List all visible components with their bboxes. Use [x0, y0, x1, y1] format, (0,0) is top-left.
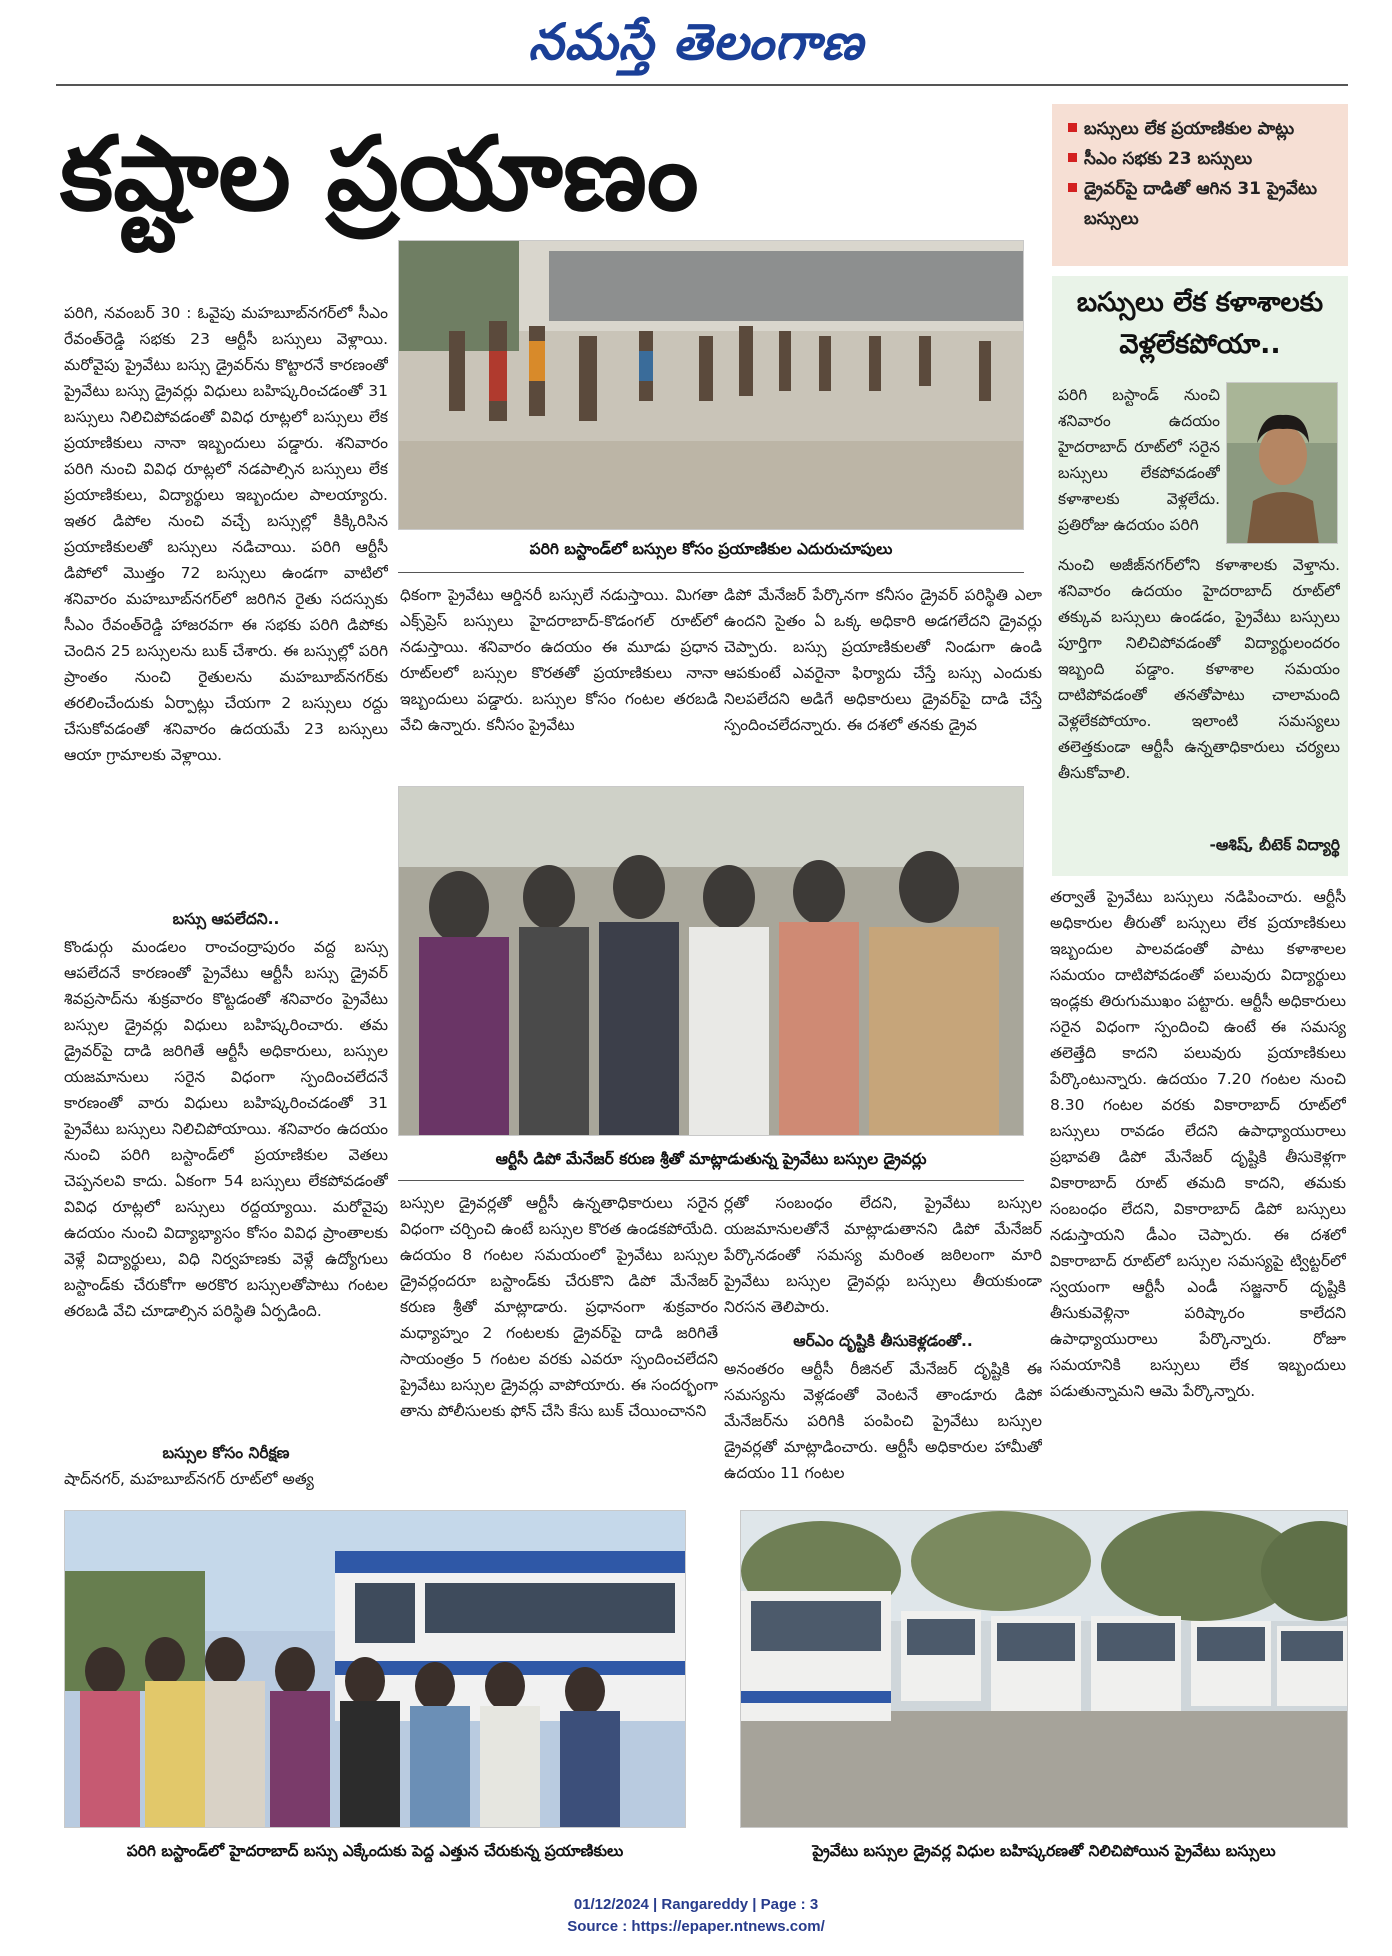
article-col1-part1 — [64, 300, 388, 902]
sidebar-text-top — [1058, 382, 1220, 552]
photo-parked-buses-image — [741, 1511, 1348, 1828]
sidebar-text-bottom — [1058, 552, 1340, 838]
article-text: అనంతరం ఆర్టీసీ రీజినల్ మేనేజర్ దృష్టికి ఈ సమస్యను వెళ్లడంతో వెంటనే తాండూరు డిపో మేనేజర్‌ను పరిగికి పంపించి ప్రైవేటు బస్సుల డ్రైవర్లతో మాట్లాడించారు. ఆర్టీసీ అధికారుల హామీతో ఉదయం 11 గంటల — [724, 1360, 1042, 1482]
photo-parked-buses — [740, 1510, 1348, 1828]
photo-depot-meeting-image — [399, 787, 1024, 1136]
article-text: కొండుర్గు మండలం రాంచంద్రాపురం వద్ద బస్సు ఆపలేదనే కారణంతో ప్రైవేటు ఆర్టీసీ బస్సు డ్రైవర్ శివప్రసాద్‌ను శుక్రవారం కొట్టడంతో శనివారం ప్రైవేటు బస్సుల డ్రైవర్లు విధులు బహిష్కరించారు. తమ డ్రైవర్‌పై దాడి జరిగితే ఆర్టీసీ అధికారులు, బస్సుల యజమానులు సరైన విధంగా స్పందించలేదనే కారణంతో వారు విధులు బహిష్కరించడంతో 31 ప్రైవేటు బస్సులు నిలిచిపోయాయి. శనివారం ఉదయం నుంచి పరిగి బస్టాండ్‌లో ప్రయాణికుల వెతలు చెప్పనలవి కాదు. ఏకంగా 54 బస్సులు లేకపోవడంతో వివిధ రూట్లలో బస్సులు రద్దయ్యాయి. మరోవైపు ఉదయం నుంచి విద్యాభ్యాసం కోసం వివిధ ప్రాంతాలకు వెళ్లే విద్యార్థులు, విధి నిర్వహణకు వెళ్లే ఉద్యోగులు బస్టాండ్‌కు చేరుకోగా అరకొర బస్సులతోపాటు గంటల తరబడి వేచి చూడాల్సిన పరిస్థితి ఏర్పడింది. — [64, 938, 388, 1320]
article-text: షాద్‌నగర్, మహబూబ్‌నగర్ రూట్‌లో అత్య — [64, 1470, 314, 1488]
article-col4 — [1050, 884, 1346, 1494]
article-col3-part1 — [724, 582, 1042, 766]
article-text: బస్సుల డ్రైవర్లతో ఆర్టీసీ ఉన్నతాధికారులు సరైన విధంగా చర్చించి ఉంటే బస్సుల కొరత ఉండకపోయేది. ఉదయం 8 గంటల సమయంలో ప్రైవేటు బస్సుల డ్రైవర్లందరూ బస్టాండ్‌కు చేరుకొని డిపో మేనేజర్ కరుణ శ్రీతో మాట్లాడారు. ప్రధానంగా శుక్రవారం మధ్యాహ్నం 2 గంటలకు డ్రైవర్‌పై దాడి జరిగితే సాయంత్రం 5 గంటల వరకు ఎవరూ స్పందించలేదని ప్రైవేటు బస్సుల డ్రైవర్లు వాపోయారు. ఈ సందర్భంగా తాను పోలీసులకు ఫోన్ చేసి కేసు బుక్ చేయించానని — [400, 1194, 718, 1420]
article-text: డిపో మేనేజర్ పేర్కొనగా కనీసం డ్రైవర్ పరిస్థితి ఎలా ఉందని సైతం ఏ ఒక్క అధికారి అడగలేదని డ్రైవర్లు చెప్పారు. బస్సు ప్రయాణికులతో నిండుగా ఉండి ఆపకుంటే ఎవరైనా ఫిర్యాదు చేస్తే బస్సు ఎందుకు నిలపలేదని అడిగే అధికారులు డ్రైవర్‌పై దాడి చేస్తే స్పందించలేదన్నారు. ఈ దశలో తనకు డ్రైవ — [724, 586, 1042, 734]
caption-photo2: ఆర్టీసీ డిపో మేనేజర్ కరుణ శ్రీతో మాట్లాడుతున్న ప్రైవేటు బస్సుల డ్రైవర్లు — [495, 1150, 927, 1168]
article-col1-part2 — [64, 934, 388, 1434]
article-text: పరిగి, నవంబర్ 30 : ఓవైపు మహబూబ్‌నగర్‌లో సీఎం రేవంత్‌రెడ్డి సభకు 23 ఆర్టీసీ బస్సులు వెళ్లాయి. మరోవైపు ప్రైవేటు బస్సు డ్రైవర్‌ను కొట్టారనే కారణంతో ప్రైవేటు బస్సు డ్రైవర్లు విధులు బహిష్కరించడంతో 31 బస్సులు నిలిచిపోవడంతో వివిధ రూట్లలో బస్సులు లేక ప్రయాణికులు నానా ఇబ్బందులు పడ్డారు. శనివారం పరిగి నుంచి వివిధ రూట్లలో నడపాల్సిన బస్సులు లేక ప్రయాణికులు, విద్యార్థులు ఇబ్బందుల పాలయ్యారు. ఇతర డిపోల నుంచి వచ్చే బస్సుల్లో కిక్కిరిసిన ప్రయాణికులతో బస్సులు నడిచాయి. పరిగి ఆర్టీసీ డిపోలో మొత్తం 72 బస్సులు ఉండగా వాటిలో శనివారం మహబూబ్‌నగర్‌లో జరిగిన రైతు సదస్సుకు సీఎం రేవంత్‌రెడ్డి హాజరవగా ఈ సభకు పరిగి డిపోకు చెందిన 25 బస్సులను బుక్ చేశారు. ఈ బస్సుల్లో పరిగి ప్రాంతం నుంచి రైతులను మహబూబ్‌నగర్‌కు తరలించేందుకు ఏర్పాట్లు చేయగా 2 బస్సులు రద్దు చేసుకోవడంతో శనివారం ఉదయమే 23 బస్సులు ఆయా గ్రామాలకు వెళ్లాయి. — [64, 304, 388, 764]
masthead-rule — [56, 84, 1348, 86]
caption-photo4: ప్రైవేటు బస్సుల డ్రైవర్ల విధుల బహిష్కరణతో నిలిచిపోయిన ప్రైవేటు బస్సులు — [812, 1842, 1276, 1860]
footer-source-line: Source : https://epaper.ntnews.com/ — [567, 1918, 825, 1935]
highlight-item: డ్రైవర్‌పై దాడితో ఆగిన 31 ప్రైవేటు బస్సులు — [1068, 174, 1338, 234]
headline: కష్టాల ప్రయాణం — [60, 115, 699, 234]
sidebar-signature: -ఆశిష్, బీటెక్ విద్యార్థి — [1209, 836, 1340, 854]
highlights-box — [1052, 104, 1348, 266]
highlight-item: బస్సులు లేక ప్రయాణికుల పాట్లు — [1068, 114, 1338, 144]
article-text: ర్లతో సంబంధం లేదని, ప్రైవేటు బస్సుల యజమానులతోనే మాట్లాడుతానని డిపో మేనేజర్ పేర్కొనడంతో సమస్య మరింత జఠిలంగా మారి ప్రైవేటు బస్సుల డ్రైవర్లు బస్సులు తీయకుండా నిరసన తెలిపారు. — [724, 1194, 1042, 1316]
caption-photo3: పరిగి బస్టాండ్‌లో హైదరాబాద్ బస్సు ఎక్కేందుకు పెద్ద ఎత్తున చేరుకున్న ప్రయాణికులు — [126, 1842, 624, 1860]
photo-busstand-waiting — [398, 240, 1024, 530]
divider — [398, 1180, 1024, 1181]
article-col1-part3 — [64, 1466, 388, 1494]
sidebar-title: బస్సులు లేక కళాశాలకు వెళ్లలేకపోయా.. — [1076, 287, 1324, 360]
subhead-bus-stop: బస్సు ఆపలేదని.. — [172, 910, 280, 928]
article-col3-part3 — [724, 1356, 1042, 1488]
sidebar-paragraph-part: పరిగి బస్టాండ్ నుంచి శనివారం ఉదయం హైదరాబాద్ రూట్‌లో సరైన బస్సులు లేకపోవడంతో కళాశాలకు వెళ్లలేదు. ప్రతిరోజు ఉదయం పరిగి — [1058, 386, 1220, 534]
photo-busstand-waiting-image — [399, 241, 1024, 530]
article-text: ధికంగా ప్రైవేటు ఆర్డినరీ బస్సులే నడుస్తాయి. మిగతా ఎక్స్‌ప్రెస్ బస్సులు హైదరాబాద్-కొడంగల్ రూట్‌లో నడుస్తాయి. శనివారం ఉదయం ఈ మూడు ప్రధాన రూట్‌లలో బస్సుల కొరతతో ప్రయాణికులు నానా ఇబ్బందులు పడ్డారు. బస్సుల కోసం గంటల తరబడి వేచి ఉన్నారు. కనీసం ప్రైవేటు — [400, 586, 718, 734]
subhead-waiting: బస్సుల కోసం నిరీక్షణ — [162, 1444, 290, 1462]
photo-crowd-boarding — [64, 1510, 686, 1828]
subhead-rm: ఆర్ఎం దృష్టికి తీసుకెళ్లడంతో.. — [793, 1332, 973, 1350]
student-portrait — [1226, 382, 1338, 544]
masthead: నమస్తే తెలంగాణ — [528, 12, 864, 71]
photo-depot-meeting — [398, 786, 1024, 1136]
photo-crowd-boarding-image — [65, 1511, 686, 1828]
caption-photo1: పరిగి బస్టాండ్‌లో బస్సుల కోసం ప్రయాణికుల ఎదురుచూపులు — [529, 540, 893, 558]
footer-date-line: 01/12/2024 | Rangareddy | Page : 3 — [573, 1896, 819, 1913]
article-text: తర్వాతే ప్రైవేటు బస్సులు నడిపించారు. ఆర్టీసీ అధికారుల తీరుతో బస్సులు లేక ప్రయాణికులు ఇబ్బందుల పాలవడంతో పాటు కళాశాలల సమయం దాటిపోవడంతో పలువురు విద్యార్థులు ఇండ్లకు తిరుగుముఖం పట్టారు. ఆర్టీసీ అధికారులు సరైన విధంగా స్పందించి ఉంటే ఈ సమస్య తలెత్తేది కాదని పలువురు ప్రయాణికులు పేర్కొంటున్నారు. ఉదయం 7.20 గంటల నుంచి 8.30 గంటల వరకు వికారాబాద్ రూట్‌లో బస్సులు రావడం లేదని ఉపాధ్యాయురాలు ప్రభావతి డిపో మేనేజర్ దృష్టికి తీసుకెళ్లగా వికారాబాద్ రూట్ తమది కాదని, తమకు సంబంధం లేదని, వికారాబాద్ డిపో బస్సులు నడుస్తాయని డీఎం చెప్పారు. ఈ దశలో వికారాబాద్ రూట్‌లో బస్సుల సమస్యపై ట్విట్టర్‌లో స్వయంగా ఆర్టీసీ ఎండీ సజ్జనార్ దృష్టికి తీసుకువెళ్లినా పరిష్కారం కాలేదని ఉపాధ్యాయురాలు పేర్కొన్నారు. రోజూ సమయానికి బస్సులు లేక ఇబ్బందులు పడుతున్నామని ఆమె పేర్కొన్నారు. — [1050, 888, 1346, 1400]
highlight-item: సీఎం సభకు 23 బస్సులు — [1068, 144, 1338, 174]
article-col2-part1 — [400, 582, 718, 766]
sidebar-paragraph-continued: నుంచి అజీజ్‌నగర్‌లోని కళాశాలకు వెళ్తాను. శనివారం ఉదయం హైదరాబాద్ రూట్‌లో తక్కువ బస్సులు ఉండడం, ప్రైవేటు బస్సులు పూర్తిగా నిలిచిపోవడంతో విద్యార్థులందరం ఇబ్బంది పడ్డాం. కళాశాల సమయం దాటిపోవడంతో తనతోపాటు చాలామంది వెళ్లలేకపోయాం. ఇలాంటి సమస్యలు తలెత్తకుండా ఆర్టీసీ ఉన్నతాధికారులు చర్యలు తీసుకోవాలి. — [1058, 556, 1340, 782]
article-col3-part2 — [724, 1190, 1042, 1322]
student-portrait-image — [1227, 383, 1338, 544]
divider — [398, 572, 1024, 573]
article-col2-part2 — [400, 1190, 718, 1494]
